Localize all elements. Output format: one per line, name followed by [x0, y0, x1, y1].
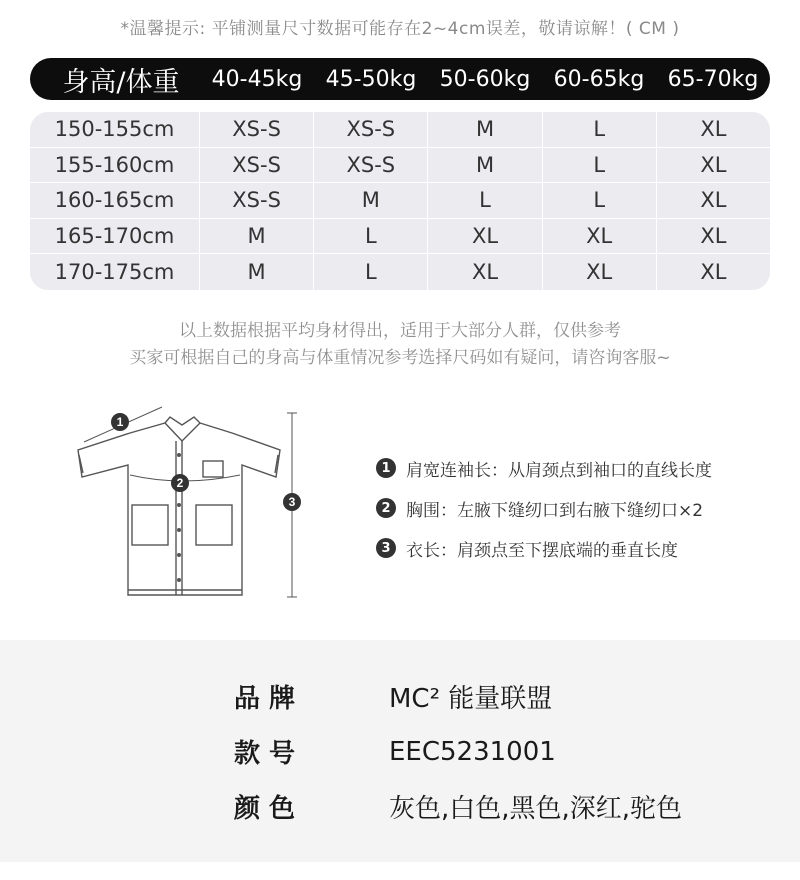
legend-item	[376, 448, 712, 488]
size-table-body	[30, 112, 770, 290]
size-cell: XL	[428, 254, 542, 290]
measurement-tip: *温馨提示: 平铺测量尺寸数据可能存在2~4cm误差，敬请谅解！( CM )	[120, 19, 680, 39]
weight-header: 60-65kg	[553, 66, 645, 92]
table-row	[30, 254, 770, 290]
size-cell: XL	[543, 254, 657, 290]
color-row	[234, 788, 682, 825]
height-cell: 170-175cm	[30, 254, 200, 290]
legend-number-1: 1	[376, 458, 396, 478]
legend-item	[376, 528, 712, 568]
color-value: 灰色,白色,黑色,深红,驼色	[389, 794, 683, 824]
size-cell: M	[200, 219, 314, 254]
size-chart-table	[30, 58, 770, 290]
svg-text:1: 1	[116, 415, 124, 429]
brand-row	[234, 678, 552, 715]
measurement-legend	[376, 448, 712, 568]
table-row	[30, 183, 770, 219]
garment-measurement-diagram	[70, 395, 320, 610]
size-cell: XL	[700, 117, 727, 142]
legend-number-3: 3	[376, 538, 396, 558]
svg-text:2: 2	[176, 476, 184, 490]
size-cell: L	[543, 112, 657, 147]
model-row	[234, 733, 556, 770]
legend-text: 衣长：肩颈点至下摆底端的垂直长度	[406, 540, 678, 561]
marker-3	[283, 493, 301, 511]
marker-1	[111, 413, 129, 431]
size-cell: M	[428, 112, 542, 147]
size-note-line-1: 以上数据根据平均身材得出，适用于大部分人群，仅供参考	[179, 321, 621, 341]
weight-header: 40-45kg	[211, 66, 303, 92]
marker-2	[171, 474, 189, 492]
color-label: 颜 色	[234, 794, 296, 824]
size-cell: M	[200, 254, 314, 290]
size-cell: L	[428, 183, 542, 218]
svg-text:3: 3	[288, 495, 296, 509]
product-info-panel	[0, 640, 800, 862]
legend-item	[376, 488, 712, 528]
size-cell: L	[314, 254, 428, 290]
size-cell: XL	[543, 219, 657, 254]
size-cell: M	[314, 183, 428, 218]
table-row	[30, 219, 770, 255]
size-cell: XS-S	[314, 112, 428, 147]
weight-header: 50-60kg	[439, 66, 531, 92]
size-cell: L	[314, 219, 428, 254]
size-table-header	[30, 58, 770, 100]
height-cell: 150-155cm	[30, 112, 200, 147]
brand-value: MC² 能量联盟	[389, 684, 553, 714]
table-row	[30, 148, 770, 184]
brand-label: 品 牌	[234, 684, 296, 714]
legend-text: 肩宽连袖长：从肩颈点到袖口的直线长度	[406, 460, 712, 481]
height-cell: 165-170cm	[30, 219, 200, 254]
legend-text: 胸围：左腋下缝纫口到右腋下缝纫口×2	[406, 500, 704, 521]
size-cell: XS-S	[200, 183, 314, 218]
weight-header: 45-50kg	[325, 66, 417, 92]
size-cell: XL	[428, 219, 542, 254]
legend-number-2: 2	[376, 498, 396, 518]
size-cell: M	[428, 148, 542, 183]
height-cell: 155-160cm	[30, 148, 200, 183]
size-cell: XL	[700, 224, 727, 249]
size-cell: XS-S	[200, 112, 314, 147]
size-cell: XL	[700, 152, 727, 177]
size-cell: L	[543, 148, 657, 183]
table-corner-label: 身高/体重	[62, 66, 180, 98]
table-row	[30, 112, 770, 148]
size-cell: XL	[700, 260, 727, 285]
size-cell: XS-S	[200, 148, 314, 183]
height-cell: 160-165cm	[30, 183, 200, 218]
weight-header: 65-70kg	[667, 66, 759, 92]
size-note-line-2: 买家可根据自己的身高与体重情况参考选择尺码如有疑问，请咨询客服~	[129, 348, 671, 368]
size-cell: XS-S	[314, 148, 428, 183]
model-value: EEC5231001	[389, 736, 556, 767]
size-cell: XL	[700, 188, 727, 213]
model-label: 款 号	[234, 739, 296, 769]
size-cell: L	[543, 183, 657, 218]
